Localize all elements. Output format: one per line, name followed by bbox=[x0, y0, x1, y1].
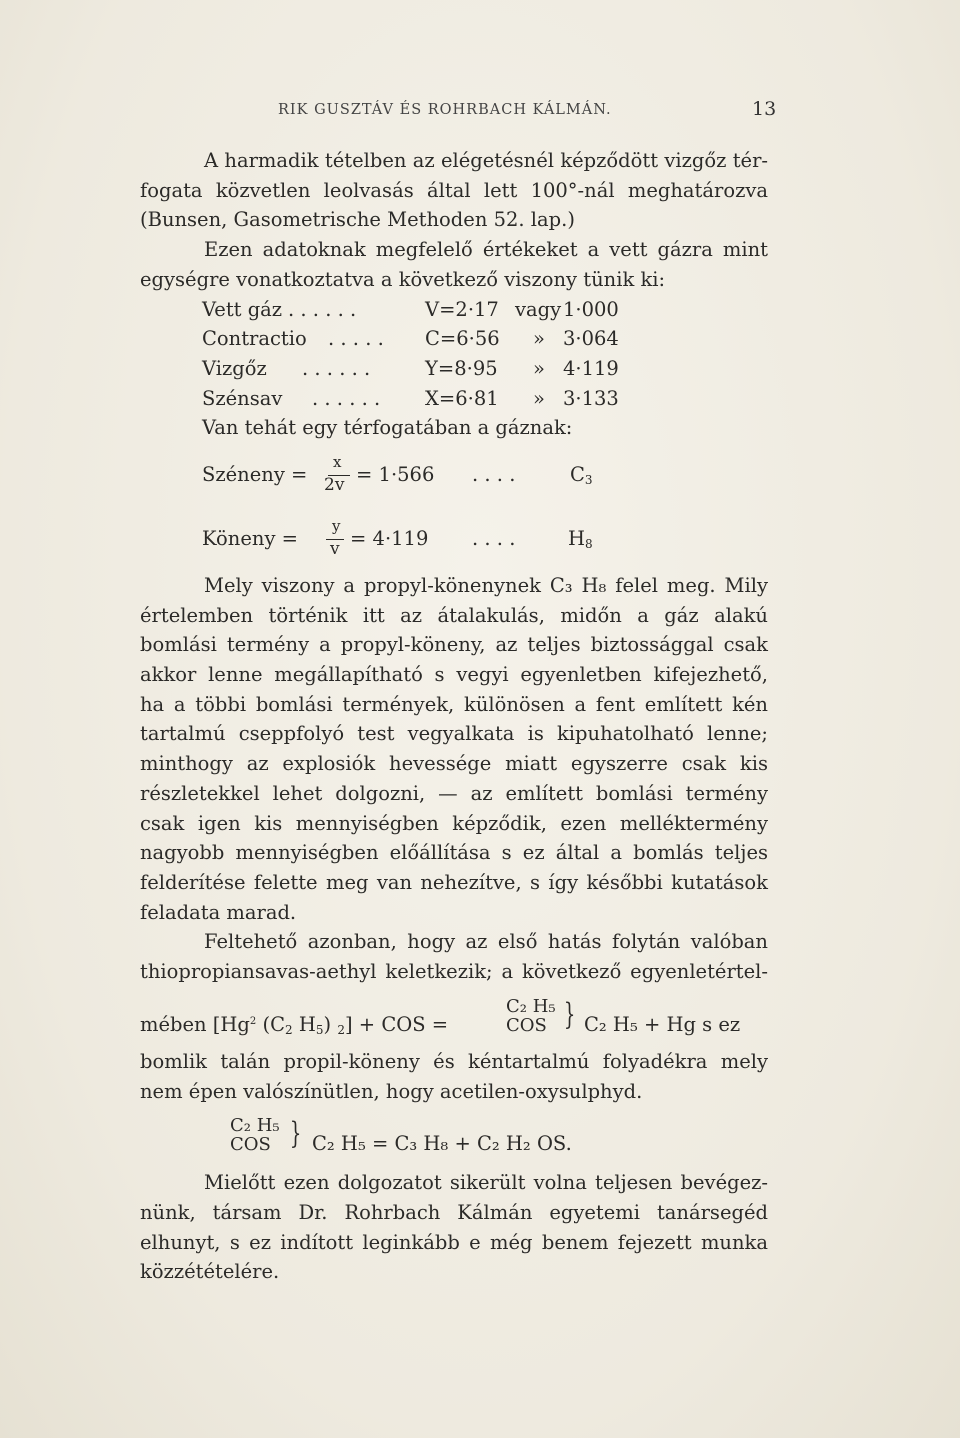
equation-post: C₂ H₅ + Hg s ez bbox=[584, 1012, 741, 1036]
stack-bottom: COS bbox=[230, 1134, 271, 1156]
row-name: Contractio bbox=[202, 327, 307, 351]
row-dots: . . . . . bbox=[328, 327, 384, 351]
eq-part: ] + COS = bbox=[344, 1012, 449, 1036]
table-row bbox=[140, 384, 768, 414]
formula-symbol bbox=[568, 527, 593, 551]
text-line: minthogy az explosiók hevessége miatt egyszerre csak kis bbox=[140, 752, 768, 776]
running-head: RIK GUSZTÁV ÉS ROHRBACH KÁLMÁN. bbox=[278, 102, 612, 118]
stack-bottom: COS bbox=[506, 1014, 547, 1036]
stacked-formula bbox=[506, 997, 556, 1035]
equation-post: C₂ H₅ = C₃ H₈ + C₂ H₂ OS. bbox=[312, 1132, 572, 1156]
eq-part: ) bbox=[323, 1012, 332, 1036]
formula-dots: . . . . bbox=[472, 462, 516, 486]
page-body bbox=[140, 146, 768, 1287]
page-header bbox=[0, 98, 960, 128]
paragraph-2 bbox=[140, 235, 768, 294]
formula-lhs: Széneny = bbox=[202, 462, 308, 486]
row-value: 1·000 bbox=[563, 297, 619, 321]
text-line: thiopropiansavas-aethyl keletkezik; a következő egyenletértel- bbox=[140, 960, 768, 984]
row-equation: X=6·81 bbox=[425, 386, 499, 410]
row-dots: . . . . . . bbox=[302, 356, 371, 380]
text-line: A harmadik tételben az elégetésnél képződött vizgőz tér- bbox=[204, 149, 768, 172]
table-row bbox=[140, 354, 768, 384]
row-name: Szénsav bbox=[202, 386, 283, 410]
text-line: bomlik talán propil-köneny és kéntartalmú folyadékra mely bbox=[140, 1049, 768, 1073]
text-line: Van tehát egy térfogatában a gáznak: bbox=[202, 416, 573, 440]
stacked-formula bbox=[230, 1116, 280, 1154]
formula-carbon bbox=[140, 451, 768, 505]
text-line: feladata marad. bbox=[140, 900, 297, 924]
formula-rhs: = 1·566 bbox=[356, 462, 435, 486]
row-name: Vett gáz bbox=[202, 297, 283, 321]
subscript: 5 bbox=[315, 1022, 324, 1037]
text-line: közzétételére. bbox=[140, 1260, 280, 1284]
paragraph-1 bbox=[140, 146, 768, 235]
formula-dots: . . . . bbox=[472, 526, 516, 550]
row-equation: V=2·17 bbox=[425, 297, 499, 321]
element-symbol: H bbox=[568, 526, 586, 550]
paragraph-6 bbox=[140, 1168, 768, 1287]
text-line: nem épen valószínütlen, hogy acetilen-oxysulphyd. bbox=[140, 1079, 643, 1103]
eq-part: mében [Hg bbox=[140, 1012, 250, 1036]
stack-top: C₂ H₅ bbox=[506, 995, 556, 1017]
subscript: 3 bbox=[584, 472, 593, 487]
table-row bbox=[140, 324, 768, 354]
text-line: fogata közvetlen leolvasás által lett 100°-nál meghatározva bbox=[140, 178, 768, 202]
subscript: 8 bbox=[585, 536, 593, 551]
row-separator: » bbox=[533, 327, 545, 351]
brace-symbol: } bbox=[563, 996, 576, 1032]
row-name: Vizgőz bbox=[202, 356, 267, 380]
fraction-denominator: 2v bbox=[324, 474, 345, 495]
superscript: 2 bbox=[249, 1015, 257, 1027]
fraction-denominator: v bbox=[330, 538, 340, 559]
subscript: 2 bbox=[337, 1022, 345, 1037]
fraction-numerator: x bbox=[333, 452, 342, 471]
fraction-numerator: y bbox=[332, 516, 341, 535]
brace-symbol: } bbox=[289, 1116, 302, 1152]
row-dots: . . . . . . bbox=[288, 297, 357, 321]
text-line: ha a többi bomlási termények, különösen a fent említett kén bbox=[140, 692, 768, 716]
text-line: felderítése felette meg van nehezítve, s így későbbi kutatások bbox=[140, 871, 768, 894]
stack-top: C₂ H₅ bbox=[230, 1115, 280, 1137]
element-symbol: C bbox=[570, 462, 585, 486]
paragraph-3 bbox=[140, 571, 768, 927]
row-equation: Y=8·95 bbox=[425, 356, 498, 380]
text-line: értelemben történik itt az átalakulás, midőn a gáz alakú bbox=[140, 603, 768, 627]
text-line: (Bunsen, Gasometrische Methoden 52. lap.) bbox=[140, 208, 575, 232]
formula-lhs: Köneny = bbox=[202, 526, 298, 550]
equation-2 bbox=[140, 1106, 768, 1168]
eq-part: (C bbox=[262, 1012, 286, 1036]
paragraph-5 bbox=[140, 1047, 768, 1106]
text-line: Feltehető azonban, hogy az első hatás folytán valóban bbox=[204, 930, 768, 954]
text-line: nünk, társam Dr. Rohrbach Kálmán egyetemi tanársegéd bbox=[140, 1200, 768, 1224]
text-line: bomlási termény a propyl-köneny, az teljes biztossággal csak bbox=[140, 633, 768, 657]
text-line: Ezen adatoknak megfelelő értékeket a vett gázra mint bbox=[204, 238, 768, 262]
row-value: 3·133 bbox=[563, 386, 619, 410]
text-line: részletekkel lehet dolgozni, — az említett bomlási termény bbox=[140, 781, 768, 805]
row-value: 3·064 bbox=[563, 327, 619, 351]
text-line: Mielőtt ezen dolgozatot sikerült volna teljesen bevégez- bbox=[204, 1171, 768, 1195]
table-row bbox=[140, 295, 768, 325]
row-separator: vagy bbox=[515, 297, 562, 321]
equation-1 bbox=[140, 987, 768, 1047]
text-line: egységre vonatkoztatva a következő viszony tünik ki: bbox=[140, 267, 666, 291]
paragraph-4 bbox=[140, 927, 768, 986]
subscript: 2 bbox=[285, 1022, 293, 1037]
equation-text bbox=[140, 1013, 448, 1037]
text-line: nagyobb mennyiségben előállítása s ez által a bomlás teljes bbox=[140, 841, 768, 865]
text-line: elhunyt, s ez indított leginkább e még benem fejezett munka bbox=[140, 1230, 768, 1254]
formula-hydrogen bbox=[140, 515, 768, 569]
text-line: Mely viszony a propyl-könenynek C₃ H₈ felel meg. Mily bbox=[204, 573, 768, 597]
formula-rhs: = 4·119 bbox=[350, 526, 429, 550]
text-line: csak igen kis mennyiségben képződik, ezen melléktermény bbox=[140, 811, 768, 835]
row-dots: . . . . . . bbox=[312, 386, 381, 410]
row-equation: C=6·56 bbox=[425, 327, 500, 351]
page-number: 13 bbox=[752, 98, 777, 120]
text-line: akkor lenne megállapítható s vegyi egyenletben kifejezhető, bbox=[140, 663, 768, 687]
text-line: tartalmú cseppfolyó test vegyalkata is kipuhatolható lenne; bbox=[140, 722, 768, 746]
formula-symbol bbox=[570, 463, 593, 487]
row-separator: » bbox=[533, 386, 545, 410]
row-value: 4·119 bbox=[563, 356, 619, 380]
eq-part: H bbox=[298, 1012, 316, 1036]
row-separator: » bbox=[533, 356, 545, 380]
gas-table bbox=[140, 295, 768, 414]
